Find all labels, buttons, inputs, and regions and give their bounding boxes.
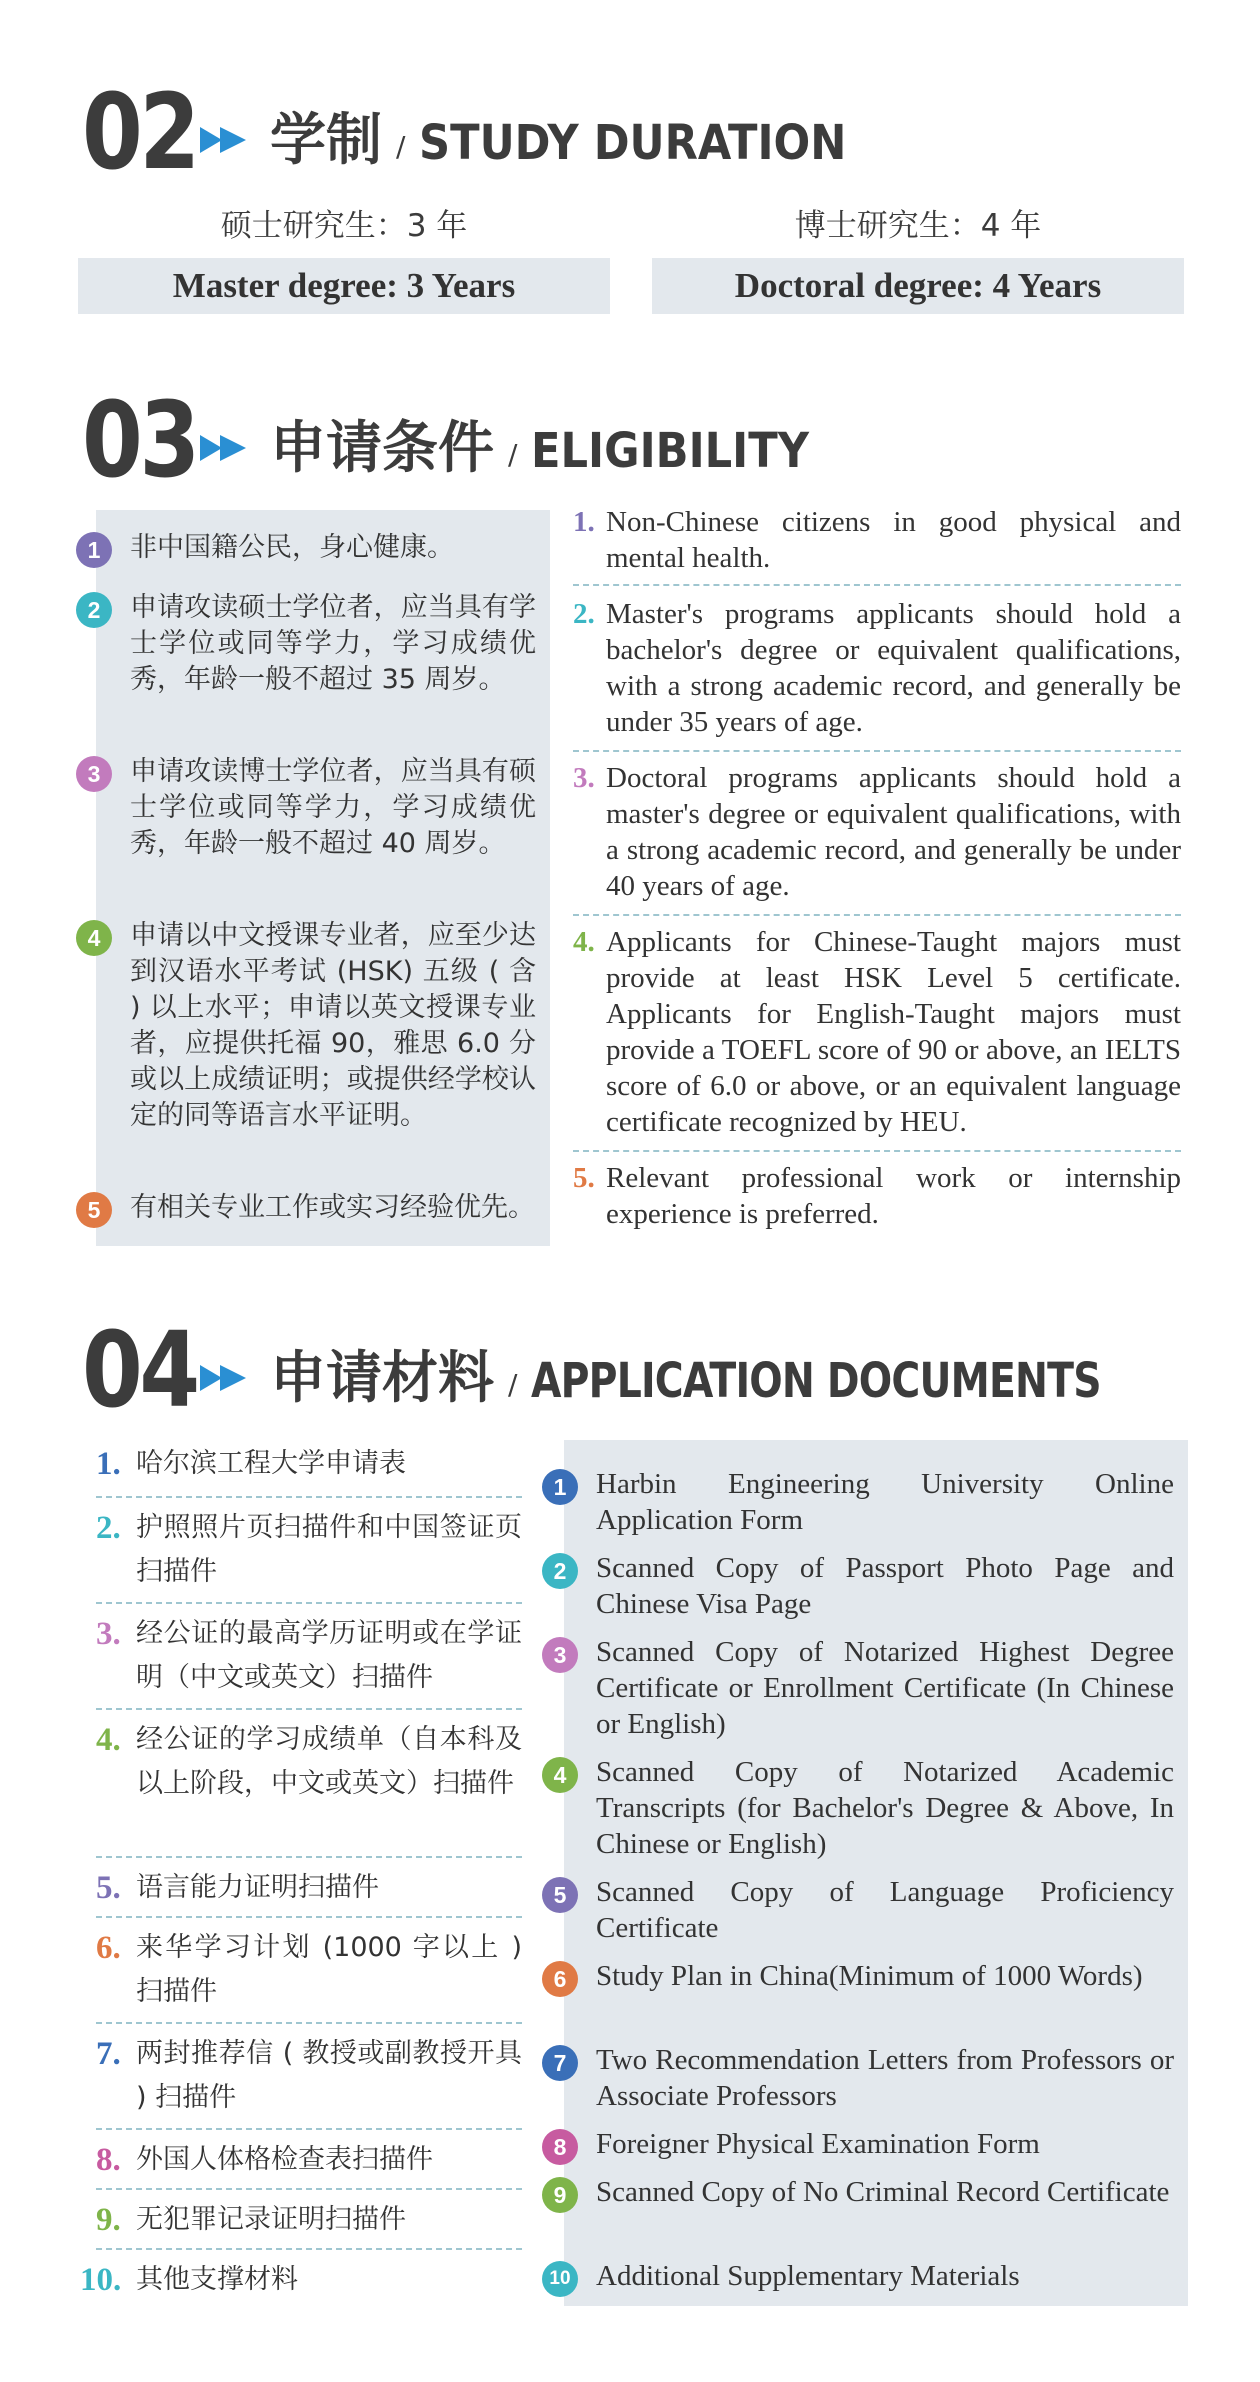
eligibility-en-text: Non-Chinese citizens in good physical and mental health. — [606, 506, 1181, 574]
document-cn-item — [96, 1506, 522, 1604]
document-en-text: Scanned Copy of Notarized Academic Transcripts (for Bachelor's Degree & Above, In Chinese or English) — [596, 1756, 1174, 1860]
eligibility-en-number: 2. — [573, 598, 595, 630]
number-badge: 8 — [542, 2129, 578, 2165]
document-en-item — [542, 1550, 1174, 1622]
eligibility-en-text: Applicants for Chinese-Taught majors must provide at least HSK Level 5 certificate. Applicants for English-Taught majors must provide a TOEFL score of 90 or above, an IELTS score of 6.0 or above, or an equivalent language certificate recognized by HEU. — [606, 926, 1181, 1138]
eligibility-en-text: Relevant professional work or internship experience is preferred. — [606, 1162, 1181, 1230]
number-badge: 1 — [76, 532, 112, 568]
document-cn-number: 1. — [96, 1446, 121, 1482]
title-separator: / — [396, 130, 406, 164]
document-en-item — [542, 2126, 1174, 2165]
document-en-text: Foreigner Physical Examination Form — [596, 2128, 1040, 2160]
eligibility-en-item — [573, 1160, 1181, 1240]
number-badge: 10 — [542, 2261, 578, 2297]
number-badge: 3 — [542, 1637, 578, 1673]
section-number: 02 — [82, 71, 197, 193]
document-en-text: Scanned Copy of Language Proficiency Certificate — [596, 1876, 1174, 1944]
section-title-cn: 学制 — [270, 108, 382, 174]
section-title-cn: 申请条件 — [270, 416, 494, 482]
eligibility-cn-text: 非中国籍公民，身心健康。 — [130, 532, 454, 563]
document-en-text: Scanned Copy of Notarized Highest Degree Certificate or Enrollment Certificate (In Chinese or English) — [596, 1636, 1174, 1740]
eligibility-en-number: 4. — [573, 926, 595, 958]
document-cn-text: 其他支撑材料 — [136, 2264, 298, 2295]
document-en-text: Harbin Engineering University Online Application Form — [596, 1468, 1174, 1536]
eligibility-cn-item — [76, 1190, 536, 1228]
eligibility-en-number: 1. — [573, 506, 595, 538]
document-en-item — [542, 1754, 1174, 1862]
number-badge: 6 — [542, 1961, 578, 1997]
document-cn-text: 语言能力证明扫描件 — [136, 1872, 379, 1903]
section-title-en: STUDY DURATION — [419, 115, 847, 172]
document-en-text: Scanned Copy of Passport Photo Page and Chinese Visa Page — [596, 1552, 1174, 1620]
document-en-item — [542, 1958, 1174, 1997]
document-en-item — [542, 1634, 1174, 1742]
document-cn-text: 无犯罪记录证明扫描件 — [136, 2204, 406, 2235]
document-cn-text: 来华学习计划 (1000 字以上 ) 扫描件 — [136, 1932, 522, 2007]
eligibility-cn-item — [76, 754, 536, 862]
document-en-text: Scanned Copy of No Criminal Record Certificate — [596, 2176, 1170, 2208]
section-title-en: APPLICATION DOCUMENTS — [531, 1353, 1102, 1410]
eligibility-cn-item — [76, 530, 536, 568]
doctor-duration-cn: 博士研究生：4 年 — [794, 208, 1042, 244]
document-en-item — [542, 1874, 1174, 1946]
document-en-item — [542, 1466, 1174, 1538]
eligibility-cn-item — [76, 918, 536, 1134]
section-number: 04 — [82, 1309, 197, 1431]
document-cn-number: 5. — [96, 1870, 121, 1906]
document-cn-text: 经公证的学习成绩单（自本科及以上阶段，中文或英文）扫描件 — [136, 1724, 522, 1799]
document-cn-number: 6. — [96, 1930, 121, 1966]
document-cn-number: 10. — [80, 2262, 122, 2298]
section-header-documents — [82, 1309, 1226, 1431]
document-cn-item — [96, 1718, 522, 1858]
document-cn-item — [96, 1612, 522, 1710]
eligibility-cn-text: 申请攻读硕士学位者，应当具有学士学位或同等学力，学习成绩优秀，年龄一般不超过 35 周岁。 — [130, 592, 536, 695]
section-header-duration — [82, 71, 894, 193]
doctor-duration-en: Doctoral degree: 4 Years — [652, 258, 1184, 314]
document-cn-item — [96, 2138, 522, 2190]
number-badge: 2 — [76, 592, 112, 628]
document-cn-number: 2. — [96, 1510, 121, 1546]
document-cn-number: 9. — [96, 2202, 121, 2238]
eligibility-cn-text: 申请以中文授课专业者，应至少达到汉语水平考试 (HSK) 五级 ( 含 ) 以上水平；申请以英文授课专业者，应提供托福 90，雅思 6.0 分或以上成绩证明；或提供经学校认定的同等语言水平证明。 — [130, 920, 536, 1131]
section-title-en: ELIGIBILITY — [531, 423, 810, 480]
eligibility-en-text: Doctoral programs applicants should hold a master's degree or equivalent qualifications, with a strong academic record, and generally be under 40 years of age. — [606, 762, 1181, 902]
document-cn-item — [96, 2032, 522, 2130]
number-badge: 4 — [542, 1757, 578, 1793]
eligibility-en-text: Master's programs applicants should hold a bachelor's degree or equivalent qualifications, with a strong academic record, and generally be under 35 years of age. — [606, 598, 1181, 738]
document-cn-item — [96, 1442, 522, 1498]
number-badge: 7 — [542, 2045, 578, 2081]
section-title-cn: 申请材料 — [270, 1346, 494, 1412]
document-cn-item — [96, 2198, 522, 2250]
eligibility-en-number: 5. — [573, 1162, 595, 1194]
number-badge: 5 — [542, 1877, 578, 1913]
eligibility-en-item — [573, 504, 1181, 586]
section-header-eligibility — [82, 379, 840, 501]
document-cn-number: 8. — [96, 2142, 121, 2178]
number-badge: 9 — [542, 2177, 578, 2213]
eligibility-cn-item — [76, 590, 536, 698]
document-cn-number: 4. — [96, 1722, 121, 1758]
document-en-item — [542, 2174, 1174, 2213]
document-en-item — [542, 2042, 1174, 2114]
eligibility-cn-text: 申请攻读博士学位者，应当具有硕士学位或同等学力，学习成绩优秀，年龄一般不超过 40 周岁。 — [130, 756, 536, 859]
number-badge: 1 — [542, 1469, 578, 1505]
title-separator: / — [508, 1368, 518, 1402]
document-cn-item — [96, 1866, 522, 1918]
document-cn-text: 两封推荐信 ( 教授或副教授开具 ) 扫描件 — [136, 2038, 522, 2113]
master-duration-cn: 硕士研究生：3 年 — [220, 208, 468, 244]
number-badge: 3 — [76, 756, 112, 792]
document-cn-text: 经公证的最高学历证明或在学证明（中文或英文）扫描件 — [136, 1618, 522, 1693]
document-cn-item — [96, 1926, 522, 2024]
document-cn-text: 护照照片页扫描件和中国签证页扫描件 — [136, 1512, 522, 1587]
eligibility-en-item — [573, 760, 1181, 916]
title-separator: / — [508, 438, 518, 472]
eligibility-en-number: 3. — [573, 762, 595, 794]
number-badge: 4 — [76, 920, 112, 956]
document-en-item — [542, 2258, 1174, 2297]
document-cn-text: 哈尔滨工程大学申请表 — [136, 1448, 406, 1479]
number-badge: 5 — [76, 1192, 112, 1228]
double-arrow-icon — [200, 1361, 252, 1395]
number-badge: 2 — [542, 1553, 578, 1589]
document-en-text: Two Recommendation Letters from Professors or Associate Professors — [596, 2044, 1174, 2112]
double-arrow-icon — [200, 431, 252, 465]
eligibility-cn-text: 有相关专业工作或实习经验优先。 — [130, 1192, 535, 1223]
double-arrow-icon — [200, 123, 252, 157]
document-cn-item — [80, 2258, 522, 2306]
eligibility-en-item — [573, 924, 1181, 1152]
document-en-text: Study Plan in China(Minimum of 1000 Words) — [596, 1960, 1143, 1992]
master-duration-en: Master degree: 3 Years — [78, 258, 610, 314]
document-cn-text: 外国人体格检查表扫描件 — [136, 2144, 433, 2175]
document-en-text: Additional Supplementary Materials — [596, 2260, 1020, 2292]
eligibility-en-item — [573, 596, 1181, 752]
section-number: 03 — [82, 379, 197, 501]
document-cn-number: 7. — [96, 2036, 121, 2072]
document-cn-number: 3. — [96, 1616, 121, 1652]
